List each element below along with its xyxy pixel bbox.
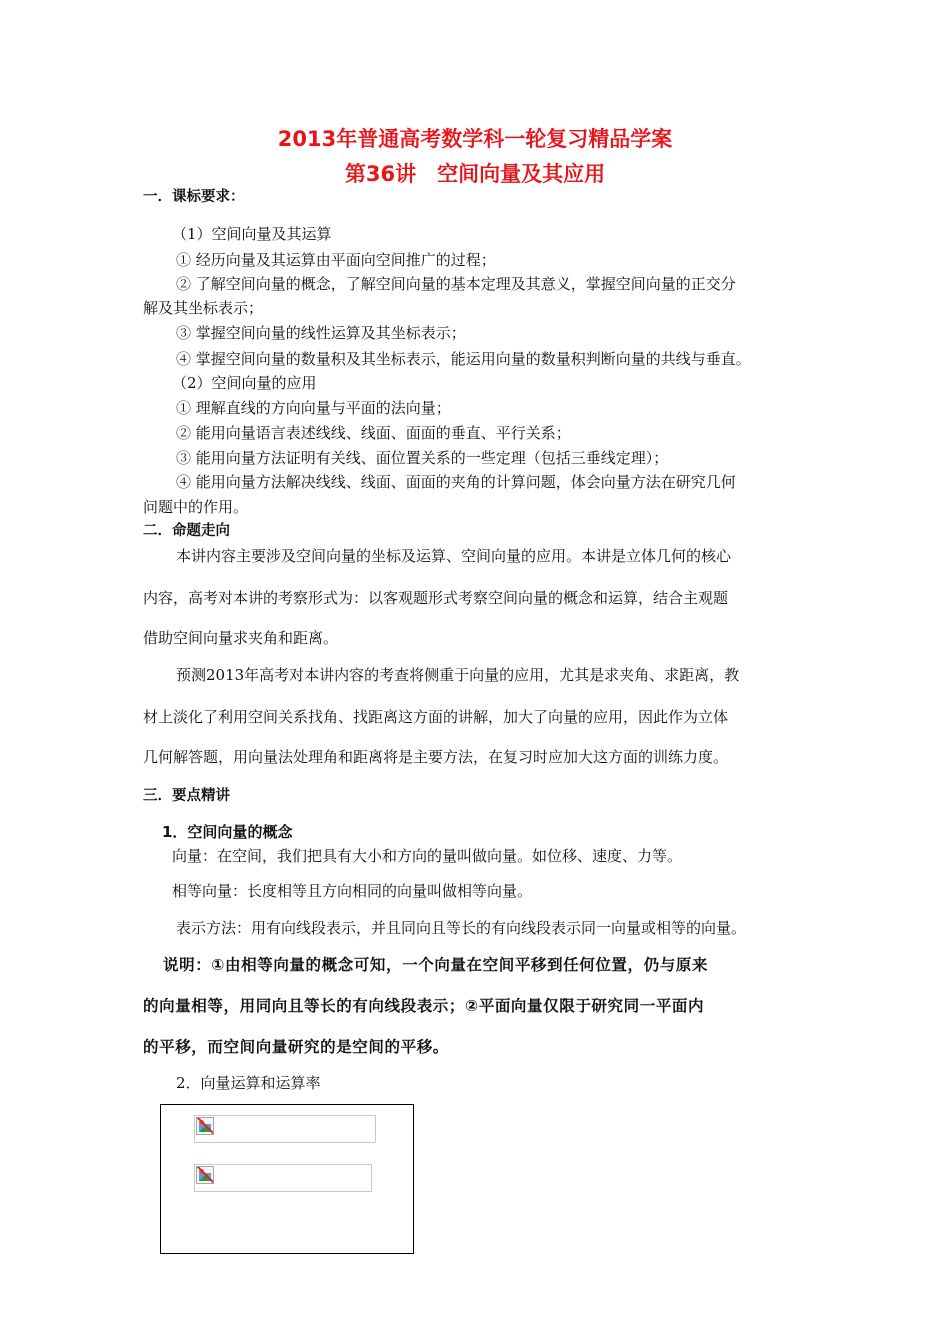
paragraph-line: 几何解答题，用向量法处理角和距离将是主要方法，在复习时应加大这方面的训练力度。 <box>143 748 729 766</box>
paragraph-line: 本讲内容主要涉及空间向量的坐标及运算、空间向量的应用。本讲是立体几何的核心 <box>176 547 732 565</box>
document-title: 2013年普通高考数学科一轮复习精品学案 <box>277 127 673 151</box>
figure-frame <box>160 1104 414 1254</box>
paragraph-line: 借助空间向量求夹角和距离。 <box>143 629 339 647</box>
note-line: 的平移，而空间向量研究的是空间的平移。 <box>143 1038 449 1056</box>
list-item: ② 能用向量语言表述线线、线面、面面的垂直、平行关系； <box>176 424 571 442</box>
list-item: ① 理解直线的方向向量与平面的法向量； <box>176 399 451 417</box>
subsection-heading: 1．空间向量的概念 <box>162 823 293 841</box>
paragraph-line: 内容，高考对本讲的考察形式为：以客观题形式考察空间向量的概念和运算，结合主观题 <box>143 589 729 607</box>
section-heading-trends: 二．命题走向 <box>143 523 230 539</box>
subsection-label: （1）空间向量及其运算 <box>172 225 332 243</box>
definition-line: 表示方法：用有向线段表示，并且同向且等长的有向线段表示同一向量或相等的向量。 <box>176 919 747 937</box>
list-item: ④ 掌握空间向量的数量积及其坐标表示，能运用向量的数量积判断向量的共线与垂直。 <box>176 350 751 368</box>
section-heading-key-points: 三．要点精讲 <box>143 788 230 804</box>
broken-image-icon <box>196 1166 214 1184</box>
image-placeholder <box>194 1164 372 1192</box>
subsection-label: 2．向量运算和运算率 <box>176 1074 321 1092</box>
list-item: ① 经历向量及其运算由平面向空间推广的过程； <box>176 251 496 269</box>
subsection-label: （2）空间向量的应用 <box>172 374 317 392</box>
list-item: ② 了解空间向量的概念，了解空间向量的基本定理及其意义，掌握空间向量的正交分 <box>176 275 736 293</box>
paragraph-line: 材上淡化了利用空间关系找角、找距离这方面的讲解，加大了向量的应用，因此作为立体 <box>143 708 729 726</box>
note-line: 的向量相等，用同向且等长的有向线段表示；②平面向量仅限于研究同一平面内 <box>143 997 705 1015</box>
list-item: ③ 掌握空间向量的线性运算及其坐标表示； <box>176 324 466 342</box>
list-item-continuation: 问题中的作用。 <box>143 498 249 516</box>
list-item: ③ 能用向量方法证明有关线、面位置关系的一些定理（包括三垂线定理）； <box>176 449 669 467</box>
section-heading-requirements: 一．课标要求： <box>143 189 245 205</box>
definition-line: 相等向量：长度相等且方向相同的向量叫做相等向量。 <box>172 882 533 900</box>
list-item-continuation: 解及其坐标表示； <box>143 299 264 317</box>
image-placeholder <box>194 1115 376 1143</box>
definition-line: 向量：在空间，我们把具有大小和方向的量叫做向量。如位移、速度、力等。 <box>172 847 683 865</box>
paragraph-line: 预测2013年高考对本讲内容的考查将侧重于向量的应用，尤其是求夹角、求距离，教 <box>176 666 740 684</box>
note-line: 说明：①由相等向量的概念可知，一个向量在空间平移到任何位置，仍与原来 <box>163 956 709 974</box>
broken-image-icon <box>196 1117 214 1135</box>
list-item: ④ 能用向量方法解决线线、线面、面面的夹角的计算问题，体会向量方法在研究几何 <box>176 473 736 491</box>
document-subtitle: 第36讲 空间向量及其应用 <box>344 162 606 186</box>
